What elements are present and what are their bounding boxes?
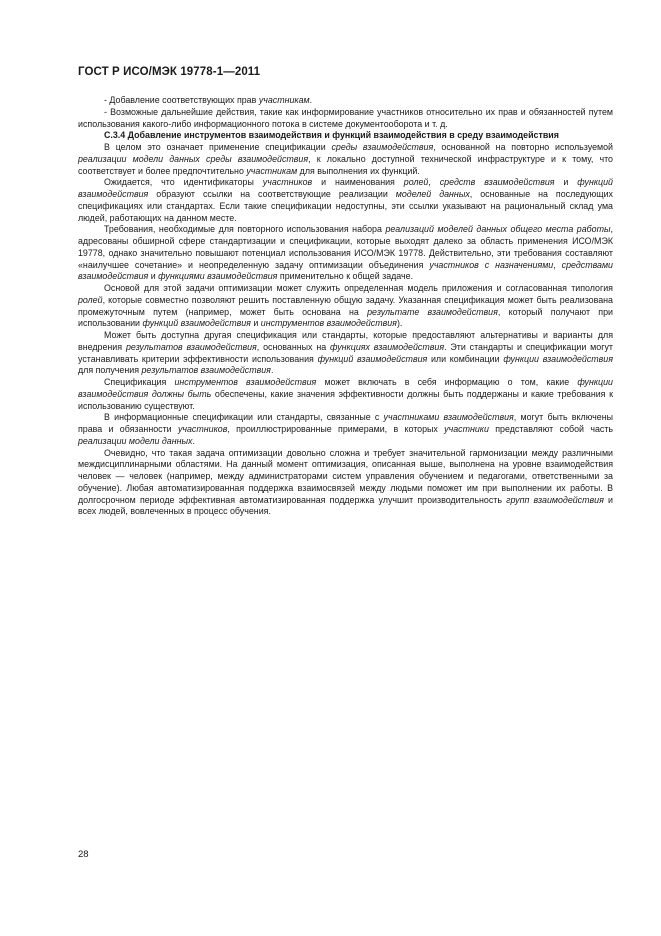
text-run: , который получают при использовании xyxy=(78,306,613,329)
italic-term: функций взаимодействия xyxy=(142,318,251,329)
text-run: и всех людей, вовлеченных в процесс обучения. xyxy=(78,494,613,517)
text-run: представляют собой часть xyxy=(488,424,614,434)
text-run: , основанной на повторно используемой xyxy=(433,142,613,152)
paragraph xyxy=(78,142,613,177)
text-run: Спецификация xyxy=(104,377,175,387)
text-run: и наименования xyxy=(312,177,404,188)
text-run: , xyxy=(553,259,562,270)
italic-term: участники xyxy=(444,424,489,434)
italic-term: участникам xyxy=(258,95,310,105)
text-run: В информационные спецификации или стандарты, связанные с xyxy=(104,412,384,423)
text-run: , основанных на xyxy=(256,341,331,352)
paragraph xyxy=(78,448,613,519)
italic-term: результате взаимодействия xyxy=(367,306,498,317)
text-run: В целом это означает применение спецификации xyxy=(104,142,332,152)
italic-term: реализаций моделей данных общего места работы xyxy=(385,224,611,235)
text-run: . Эти стандарты и спецификации могут устанавливать критерии эффективности использования xyxy=(78,341,613,364)
text-run: , к локально доступной технической инфраструктуре и к тому, что соответствует и более предпочтительно xyxy=(78,153,613,176)
text-run: для выполнения их функций. xyxy=(297,165,420,176)
text-run: , основанные на последующих спецификациях или стандартах. Если такие спецификации недоступны, эти ссылки указывают на рациональный склад ума людей, работающих на данном месте. xyxy=(78,189,613,223)
text-run: и xyxy=(554,177,578,188)
italic-term: средствами взаимодействия xyxy=(78,259,613,282)
text-run: , адресованы обширной сфере стандартизации и спецификации, которые выходят далеко за область применения ИСО/МЭК 19778, однако значительно повышают потенциал использования ИСО/МЭК 19778. Действительно, эти требования составляют «наилучшее сочетание» и неопределенную задачу оптимизации объединения xyxy=(78,224,613,270)
text-run: ). xyxy=(396,318,403,329)
italic-term: функции взаимодействия xyxy=(503,353,613,364)
italic-term: ролей xyxy=(403,177,429,188)
italic-term: функции взаимодействия должны быть xyxy=(78,377,613,399)
italic-term: инструментов взаимодействия xyxy=(260,318,397,329)
paragraph xyxy=(78,283,613,330)
paragraph xyxy=(78,177,613,224)
italic-term: инструментов взаимодействия xyxy=(174,377,317,387)
italic-term: функций взаимодействия xyxy=(317,353,428,364)
italic-term: ролей xyxy=(78,294,103,305)
paragraph xyxy=(78,224,613,283)
text-run: Основой для этой задачи оптимизации может служить определенная модель приложения и согласованная типология xyxy=(104,283,613,293)
text-run: - Возможные дальнейшие действия, такие как информирование участников относительно их прав и обязанностей путем использования какого-либо информационного потока в системе документооборота и т. д. xyxy=(78,106,613,129)
paragraph xyxy=(78,330,613,377)
italic-term: функциях взаимодействия xyxy=(330,341,445,352)
text-run: обеспечены, какие значения эффективности должны быть поддержаны и какие требования к использованию существуют. xyxy=(78,388,613,411)
paragraph xyxy=(78,95,613,107)
section-heading xyxy=(78,130,613,142)
italic-term: функциями взаимодействия xyxy=(158,271,278,282)
italic-term: результатов взаимодействия xyxy=(125,341,257,352)
text-run: применительно к общей задаче. xyxy=(277,271,414,282)
text-run: , которые совместно позволяют решить поставленную общую задачу. Указанная спецификация может быть реализована промежуточным путем (например, может быть основана на xyxy=(78,294,613,317)
italic-term: средств взаимодействия xyxy=(439,177,555,188)
text-run: , проиллюстрированные примерами, в которых xyxy=(227,424,445,434)
text-run: . xyxy=(270,365,274,376)
italic-term: реализации модели данных среды взаимодействия xyxy=(78,153,309,164)
text-run: образуют ссылки на соответствующие реализации xyxy=(148,189,396,199)
text-run: Требования, необходимые для повторного использования набора xyxy=(104,224,386,235)
text-run: и xyxy=(148,271,159,282)
paragraph xyxy=(78,412,613,447)
text-run: , могут быть включены права и обязанности xyxy=(78,412,613,434)
text-run: . xyxy=(192,435,195,446)
italic-term: результатов взаимодействия xyxy=(141,365,271,376)
text-run: Может быть доступна другая спецификация или стандарты, которые предоставляют альтернативы и варианты для внедрения xyxy=(78,330,613,352)
text-run: для получения xyxy=(78,365,142,376)
italic-term: функций взаимодействия xyxy=(78,177,613,199)
italic-term: групп взаимодействия xyxy=(506,494,604,505)
paragraph xyxy=(78,107,613,131)
italic-term: моделей данных xyxy=(395,189,470,199)
text-run: С.3.4 Добавление инструментов взаимодействия и функций взаимодействия в среду взаимодействия xyxy=(104,130,559,141)
italic-term: участников с назначениями xyxy=(429,259,554,270)
italic-term: участниками взаимодействия xyxy=(383,412,514,423)
text-run: или комбинации xyxy=(427,353,504,364)
text-run: и xyxy=(250,318,261,329)
italic-term: среды взаимодействия xyxy=(331,142,434,152)
page-number: 28 xyxy=(78,849,89,860)
text-run: может включать в себя информацию о том, какие xyxy=(316,377,578,387)
text-run: - Добавление соответствующих прав xyxy=(104,95,259,105)
italic-term: участников xyxy=(262,177,313,188)
text-run: Ожидается, что идентификаторы xyxy=(104,177,263,188)
text-run: Очевидно, что такая задача оптимизации довольно сложна и требует значительной гармонизации между различными междисциплинарными областями. На данный момент оптимизация, описанная выше, выполнена на уровне взаимодействия человек — человек (например, между администраторами систем управления обучением и педагогами, ответственными за обучение). Любая автоматизированная поддержка взаимосвязей между людьми поможет им при выполнении их работы. В долгосрочном периоде эффективная автоматизированная поддержка улучшит производительность xyxy=(78,447,613,505)
document-body xyxy=(78,95,613,518)
italic-term: участникам xyxy=(246,165,298,176)
document-header: ГОСТ Р ИСО/МЭК 19778-1—2011 xyxy=(78,66,261,78)
italic-term: участников xyxy=(177,424,228,434)
text-run: , xyxy=(428,177,440,188)
italic-term: реализации модели данных xyxy=(78,435,193,446)
paragraph xyxy=(78,377,613,412)
text-run: . xyxy=(309,95,313,105)
